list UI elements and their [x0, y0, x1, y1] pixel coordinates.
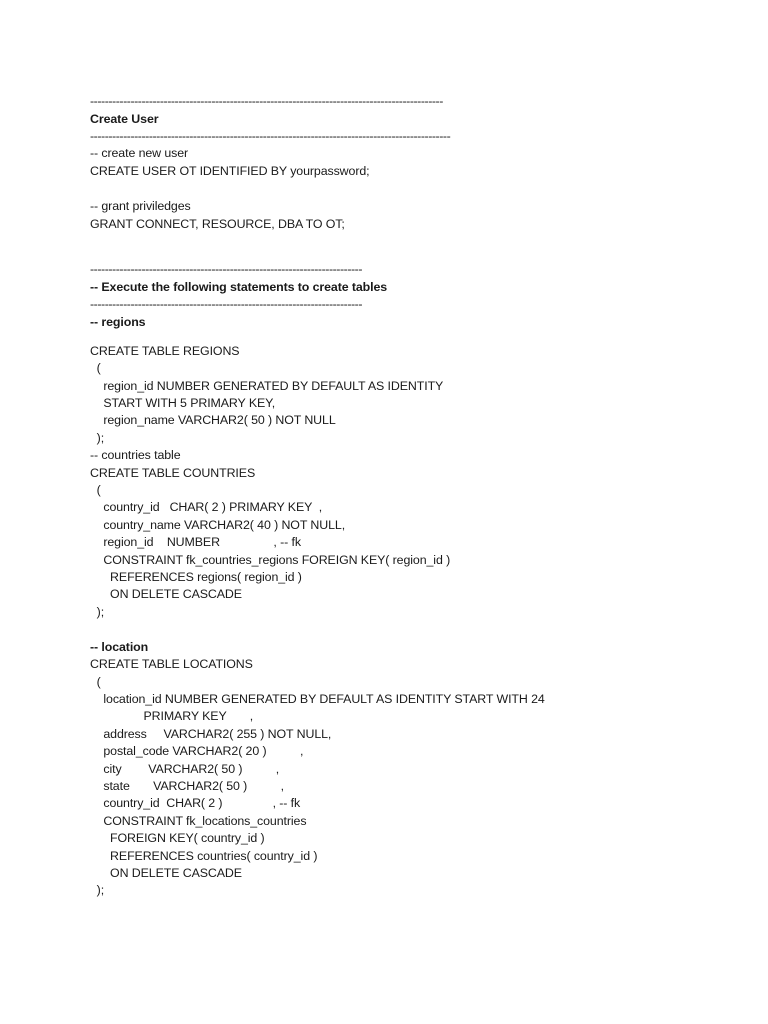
separator-line: --------------------------------------------------------------------------------------------------: [90, 129, 451, 143]
code-line: GRANT CONNECT, RESOURCE, DBA TO OT;: [90, 217, 345, 231]
heading-execute: -- Execute the following statements to create tables: [90, 280, 388, 294]
code-line: (: [90, 361, 101, 375]
code-line: country_id CHAR( 2 ) PRIMARY KEY ,: [90, 500, 323, 514]
code-line: CONSTRAINT fk_countries_regions FOREIGN KEY( region_id ): [90, 553, 451, 567]
code-line: (: [90, 675, 101, 689]
code-line: );: [90, 605, 105, 619]
comment-line: -- create new user: [90, 146, 189, 160]
code-line: FOREIGN KEY( country_id ): [90, 831, 265, 845]
code-line: (: [90, 483, 101, 497]
comment-line: -- grant priviledges: [90, 199, 191, 213]
heading-regions: -- regions: [90, 315, 146, 329]
separator-line: --------------------------------------------------------------------------: [90, 262, 363, 276]
code-line: city VARCHAR2( 50 ) ,: [90, 762, 280, 776]
code-line: address VARCHAR2( 255 ) NOT NULL,: [90, 727, 332, 741]
code-line: region_id NUMBER , -- fk: [90, 535, 301, 549]
code-line: PRIMARY KEY ,: [90, 709, 254, 723]
code-line: country_id CHAR( 2 ) , -- fk: [90, 796, 301, 810]
code-line: state VARCHAR2( 50 ) ,: [90, 779, 284, 793]
code-line: country_name VARCHAR2( 40 ) NOT NULL,: [90, 518, 346, 532]
separator-line: --------------------------------------------------------------------------: [90, 297, 363, 311]
code-line: );: [90, 883, 105, 897]
code-line: CREATE USER OT IDENTIFIED BY yourpassword;: [90, 164, 370, 178]
code-line: REFERENCES regions( region_id ): [90, 570, 302, 584]
comment-line: -- countries table: [90, 448, 181, 462]
code-line: region_id NUMBER GENERATED BY DEFAULT AS IDENTITY: [90, 379, 444, 393]
code-line: location_id NUMBER GENERATED BY DEFAULT AS IDENTITY START WITH 24: [90, 692, 545, 706]
code-line: );: [90, 431, 105, 445]
separator-line: ------------------------------------------------------------------------------------------------: [90, 94, 443, 108]
code-line: ON DELETE CASCADE: [90, 587, 242, 601]
heading-location: -- location: [90, 640, 149, 654]
code-line: ON DELETE CASCADE: [90, 866, 242, 880]
code-line: START WITH 5 PRIMARY KEY,: [90, 396, 276, 410]
code-line: CREATE TABLE LOCATIONS: [90, 657, 253, 671]
code-line: CREATE TABLE REGIONS: [90, 344, 240, 358]
code-line: region_name VARCHAR2( 50 ) NOT NULL: [90, 413, 336, 427]
code-line: REFERENCES countries( country_id ): [90, 849, 318, 863]
code-line: postal_code VARCHAR2( 20 ) ,: [90, 744, 304, 758]
code-line: CONSTRAINT fk_locations_countries: [90, 814, 307, 828]
heading-create-user: Create User: [90, 112, 159, 126]
code-line: CREATE TABLE COUNTRIES: [90, 466, 256, 480]
